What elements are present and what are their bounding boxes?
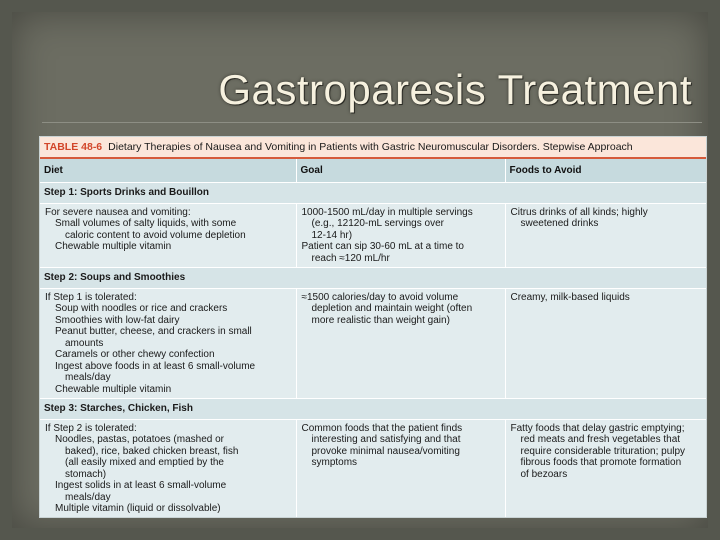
cell-line: stomach) [65,468,107,480]
table-row [40,419,706,518]
cell-line: reach ≈120 mL/hr [311,252,390,264]
cell-line: amounts [65,337,104,349]
cell-avoid [505,419,706,518]
cell-line: interesting and satisfying and that [311,434,461,445]
cell-line: depletion and maintain weight (often [311,303,473,314]
cell-avoid [505,203,706,268]
cell-line: Patient can sip 30-60 mL at a time to [301,241,464,252]
header-goal: Goal [296,159,505,183]
table-caption-text: Dietary Therapies of Nausea and Vomiting in Patients with Gastric Neuromuscular Disorders. Stepwise Approach [108,141,633,153]
cell-line: Chewable multiple vitamin [55,241,172,252]
step-row [40,268,706,289]
cell-line: symptoms [311,457,358,468]
step-label: Step 3: Starches, Chicken, Fish [40,399,706,420]
cell-line: 12-14 hr) [311,229,353,241]
cell-diet [40,203,296,268]
table-caption [40,137,706,159]
cell-line: fibrous foods that promote formation [520,457,682,468]
cell-line: Soup with noodles or rice and crackers [55,303,228,314]
cell-line: Fatty foods that delay gastric emptying; [510,422,685,434]
table-number: TABLE 48-6 [44,141,103,153]
cell-line: Citrus drinks of all kinds; highly [510,206,648,218]
cell-line: Common foods that the patient finds [301,422,463,434]
step-row [40,183,706,204]
cell-line: Peanut butter, cheese, and crackers in small [55,326,252,337]
table-row [40,288,706,399]
cell-line: 1000-1500 mL/day in multiple servings [301,206,473,218]
cell-goal [296,419,505,518]
table-row [40,203,706,268]
cell-line: For severe nausea and vomiting: [45,206,191,218]
cell-line: sweetened drinks [520,218,599,229]
therapy-table [40,159,707,518]
cell-line: Noodles, pastas, potatoes (mashed or [55,434,224,445]
step-label: Step 1: Sports Drinks and Bouillon [40,183,706,204]
cell-line: of bezoars [520,468,568,480]
cell-goal [296,203,505,268]
cell-line: If Step 1 is tolerated: [45,291,137,303]
header-row [40,159,706,183]
title-divider [42,122,702,123]
header-avoid: Foods to Avoid [505,159,706,183]
cell-line: Chewable multiple vitamin [55,383,172,395]
cell-line: Ingest above foods in at least 6 small-volume [55,360,256,372]
cell-line: ≈1500 calories/day to avoid volume [301,291,459,303]
cell-line: Creamy, milk-based liquids [510,291,630,303]
header-diet: Diet [40,159,296,183]
cell-line: more realistic than weight gain) [311,314,450,326]
cell-line: baked), rice, baked chicken breast, fish [65,445,239,457]
cell-line: meals/day [65,491,111,503]
cell-line: meals/day [65,372,111,383]
cell-goal [296,288,505,399]
cell-line: Caramels or other chewy confection [55,349,215,360]
cell-line: Ingest solids in at least 6 small-volume [55,480,227,491]
cell-diet [40,288,296,399]
cell-avoid [505,288,706,399]
cell-line: Multiple vitamin (liquid or dissolvable) [55,503,221,514]
cell-line: caloric content to avoid volume depletion [65,229,246,241]
cell-line: provoke minimal nausea/vomiting [311,445,460,457]
cell-diet [40,419,296,518]
cell-line: (all easily mixed and emptied by the [65,457,224,468]
cell-line: Smoothies with low-fat dairy [55,314,180,326]
slide-title: Gastroparesis Treatment [218,66,692,113]
step-label: Step 2: Soups and Smoothies [40,268,706,289]
cell-line: red meats and fresh vegetables that [520,434,681,445]
diet-table [39,136,707,518]
cell-line: Small volumes of salty liquids, with some [55,218,237,229]
step-row [40,399,706,420]
slide-frame [12,12,708,528]
cell-line: If Step 2 is tolerated: [45,422,137,434]
cell-line: (e.g., 12120-mL servings over [311,218,444,229]
cell-line: require considerable trituration; pulpy [520,445,686,457]
